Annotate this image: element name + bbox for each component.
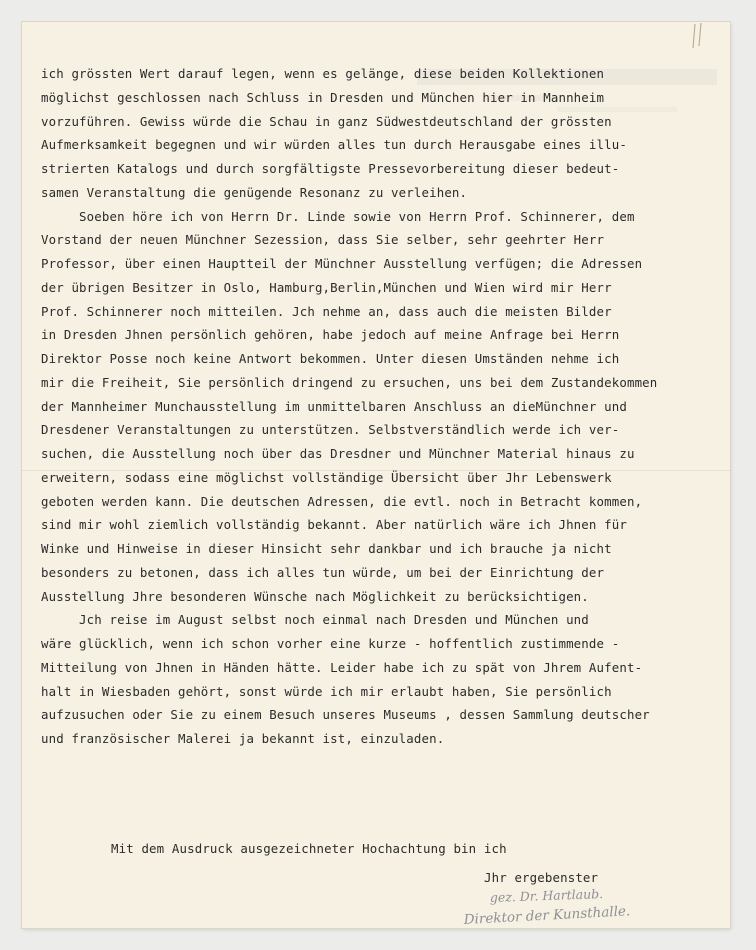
letter-line: Direktor Posse noch keine Antwort bekommen. Unter diesen Umständen nehme ich (41, 351, 620, 366)
letter-line: und französischer Malerei ja bekannt ist, einzuladen. (41, 731, 445, 746)
letter-line: möglichst geschlossen nach Schluss in Dresden und München hier in Mannheim (41, 89, 605, 105)
letter-line: Prof. Schinnerer noch mitteilen. Jch nehme an, dass auch die meisten Bilder (41, 303, 612, 319)
letter-line: der übrigen Besitzer in Oslo, Hamburg,Berlin,München und Wien wird mir Herr (41, 279, 612, 295)
letter-page (22, 22, 730, 928)
letter-line: aufzusuchen oder Sie zu einem Besuch unseres Museums , dessen Sammlung deutscher (41, 707, 650, 723)
letter-line: Jch reise im August selbst noch einmal nach Dresden und München und (41, 612, 589, 628)
letter-line: sind mir wohl ziemlich vollständig bekannt. Aber natürlich wäre ich Jhnen für (41, 517, 627, 533)
letter-line: vorzuführen. Gewiss würde die Schau in ganz Südwestdeutschland der grössten (41, 113, 612, 129)
letter-line: wäre glücklich, wenn ich schon vorher eine kurze - hoffentlich zustimmende - (41, 636, 620, 651)
letter-body (41, 62, 730, 751)
letter-line: Mitteilung von Jhnen in Händen hätte. Leider habe ich zu spät von Jhrem Aufent- (41, 659, 643, 675)
letter-line: strierten Katalogs und durch sorgfältigste Pressevorbereitung dieser bedeut- (41, 161, 620, 176)
letter-line: erweitern, sodass eine möglichst vollständige Übersicht über Jhr Lebenswerk (41, 469, 612, 485)
letter-line: in Dresden Jhnen persönlich gehören, habe jedoch auf meine Anfrage bei Herrn (41, 327, 620, 343)
letter-line: Soeben höre ich von Herrn Dr. Linde sowie von Herrn Prof. Schinnerer, dem (41, 208, 635, 224)
letter-line: suchen, die Ausstellung noch über das Dresdner und Münchner Material hinaus zu (41, 446, 635, 461)
letter-line: besonders zu betonen, dass ich alles tun würde, um bei der Einrichtung der (41, 564, 605, 580)
letter-line: ich grössten Wert darauf legen, wenn es gelänge, diese beiden Kollektionen (41, 66, 605, 81)
letter-line: mir die Freiheit, Sie persönlich dringend zu ersuchen, uns bei dem Zustandekommen (41, 374, 658, 390)
signature-line-2: Direktor der Kunsthalle. (463, 903, 631, 928)
letter-line: samen Veranstaltung die genügende Resonanz zu verleihen. (41, 184, 468, 200)
letter-line: der Mannheimer Munchausstellung im unmittelbaren Anschluss an dieMünchner und (41, 398, 627, 414)
sign-off: Jhr ergebenster (484, 870, 599, 885)
letter-line: Professor, über einen Hauptteil der Münchner Ausstellung verfügen; die Adressen (41, 256, 643, 271)
letter-line: geboten werden kann. Die deutschen Adressen, die evtl. noch in Betracht kommen, (41, 493, 643, 509)
closing-phrase: Mit dem Ausdruck ausgezeichneter Hochachtung bin ich (111, 841, 507, 856)
pencil-corner-mark (689, 22, 709, 52)
letter-line: Vorstand der neuen Münchner Sezession, dass Sie selber, sehr geehrter Herr (41, 232, 605, 248)
letter-line: Winke und Hinweise in dieser Hinsicht sehr dankbar und ich brauche ja nicht (41, 541, 612, 556)
letter-line: halt in Wiesbaden gehört, sonst würde ich mir erlaubt haben, Sie persönlich (41, 683, 612, 699)
signature-line-1: gez. Dr. Hartlaub. (489, 886, 604, 905)
letter-line: Dresdener Veranstaltungen zu unterstützen. Selbstverständlich werde ich ver- (41, 422, 620, 438)
letter-line: Ausstellung Jhre besonderen Wünsche nach Möglichkeit zu berücksichtigen. (41, 588, 589, 604)
letter-line: Aufmerksamkeit begegnen und wir würden alles tun durch Herausgabe eines illu- (41, 137, 627, 153)
pencil-signature (462, 886, 712, 928)
